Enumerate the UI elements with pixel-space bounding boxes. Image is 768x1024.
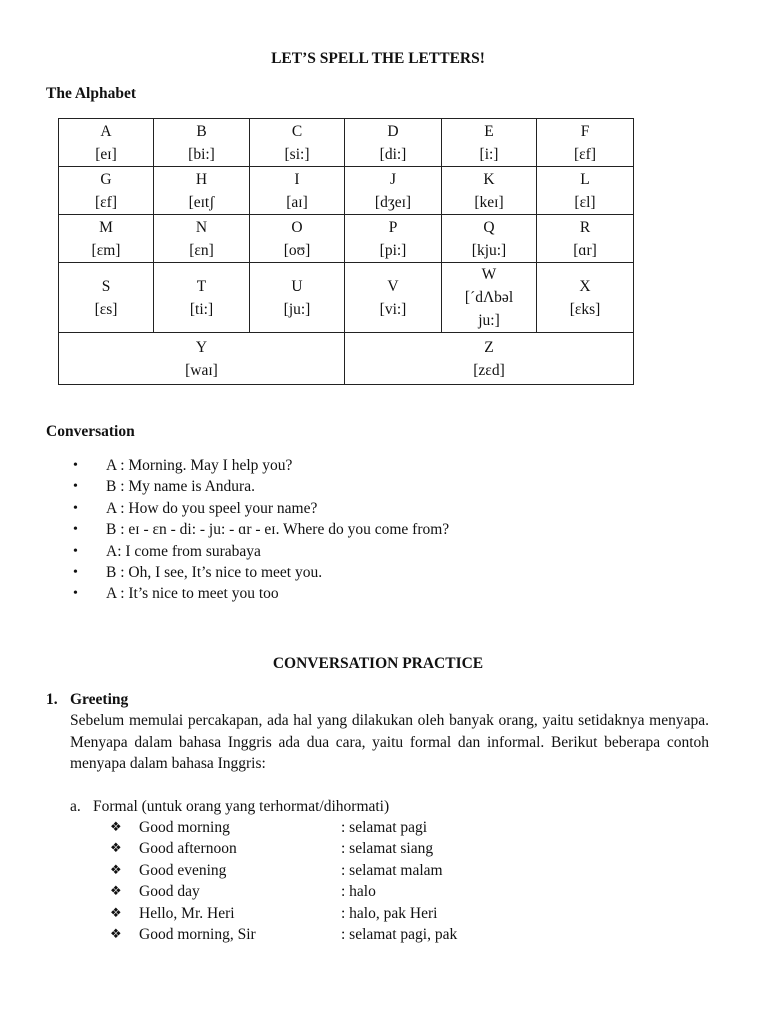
alphabet-cell	[154, 263, 250, 333]
alphabet-row	[59, 167, 634, 215]
alphabet-cell	[442, 119, 537, 167]
letter: J	[389, 170, 397, 188]
dialogue-line: A: I come from surabaya	[106, 542, 261, 560]
alphabet-cell	[154, 119, 250, 167]
diamond-bullet-icon: ❖	[110, 862, 122, 878]
greeting-indonesian: : selamat pagi	[341, 819, 428, 836]
letter: T	[196, 277, 207, 295]
greeting-english: Good morning	[139, 819, 230, 836]
subsection-label: a.	[70, 798, 81, 815]
letter: Q	[483, 218, 495, 236]
list-item	[0, 498, 449, 519]
dialogue-line: A : How do you speel your name?	[106, 499, 318, 517]
bullet: •	[73, 522, 78, 538]
dialogue-line: A : It’s nice to meet you too	[106, 585, 279, 603]
letter: A	[100, 122, 112, 140]
pronunciation: [ju:]	[283, 300, 311, 318]
letter: H	[195, 170, 208, 188]
pronunciation-continued: ju:]	[478, 312, 500, 329]
greeting-english: Good afternoon	[139, 840, 237, 858]
letter: C	[291, 122, 303, 140]
subsection-title: Formal (untuk orang yang terhormat/dihormati)	[93, 798, 390, 815]
letter: W	[481, 266, 497, 283]
pronunciation: [ɑr]	[573, 241, 597, 259]
alphabet-cell	[442, 263, 537, 333]
list-item	[0, 583, 449, 604]
pronunciation: [oʊ]	[283, 241, 311, 259]
diamond-bullet-icon: ❖	[110, 820, 122, 835]
pronunciation: [eɪtʃ	[188, 193, 215, 211]
alphabet-cell	[250, 215, 345, 263]
greeting-english: Good morning, Sir	[139, 925, 256, 943]
letter: G	[100, 170, 112, 188]
alphabet-cell	[154, 215, 250, 263]
alphabet-row	[59, 119, 634, 167]
alphabet-row	[59, 333, 634, 385]
pronunciation: [si:]	[284, 145, 310, 163]
greeting-indonesian: : selamat malam	[341, 861, 443, 879]
letter: U	[291, 277, 303, 295]
pronunciation: [ˊdΛbəl	[464, 289, 514, 306]
alphabet-cell	[442, 167, 537, 215]
diamond-bullet-icon: ❖	[110, 905, 122, 921]
dialogue-line: B : Oh, I see, It’s nice to meet you.	[106, 563, 323, 581]
pronunciation: [pi:]	[379, 241, 407, 259]
pronunciation: [ɛn]	[189, 241, 214, 259]
diamond-bullet-icon: ❖	[110, 926, 122, 942]
diamond-bullet-icon: ❖	[110, 884, 122, 900]
pronunciation: [ɛs]	[94, 300, 118, 318]
pronunciation: [vi:]	[379, 300, 407, 318]
greeting-indonesian: : halo	[341, 883, 376, 901]
alphabet-heading: The Alphabet	[46, 85, 137, 102]
alphabet-cell	[537, 263, 634, 333]
letter: X	[579, 277, 591, 295]
alphabet-cell	[345, 119, 442, 167]
dialogue-line: B : eɪ - ɛn - di: - ju: - ɑr - eɪ. Where do you come from?	[106, 521, 450, 539]
bullet: •	[73, 458, 78, 473]
letter: K	[483, 170, 495, 188]
letter: D	[387, 122, 399, 140]
alphabet-cell	[537, 167, 634, 215]
letter: Z	[484, 338, 494, 356]
greeting-english: Hello, Mr. Heri	[139, 904, 235, 922]
pronunciation: [ti:]	[189, 300, 214, 318]
pronunciation: [ɛf]	[574, 145, 596, 163]
alphabet-cell	[59, 119, 154, 167]
pronunciation: [keɪ]	[474, 193, 504, 211]
bullet: •	[73, 564, 78, 580]
alphabet-cell	[250, 119, 345, 167]
alphabet-cell	[345, 167, 442, 215]
bullet: •	[73, 500, 78, 516]
letter: P	[388, 218, 398, 236]
alphabet-cell	[59, 215, 154, 263]
pronunciation: [zɛd]	[473, 361, 505, 379]
alphabet-cell	[345, 215, 442, 263]
greeting-indonesian: : selamat pagi, pak	[341, 925, 458, 943]
alphabet-cell	[537, 119, 634, 167]
bullet: •	[73, 586, 78, 602]
letter: R	[579, 218, 591, 236]
letter: N	[195, 218, 208, 236]
list-item	[0, 455, 449, 476]
letter: V	[387, 277, 399, 295]
conversation-list	[0, 455, 449, 605]
letter: S	[101, 277, 111, 295]
bullet: •	[73, 479, 78, 495]
pronunciation: [waɪ]	[185, 361, 218, 379]
alphabet-cell	[537, 215, 634, 263]
pronunciation: [aɪ]	[286, 193, 308, 211]
pronunciation: [dʒeɪ]	[374, 193, 412, 211]
list-item	[0, 562, 449, 583]
letter: F	[580, 122, 590, 140]
letter: B	[196, 122, 207, 140]
alphabet-cell	[345, 263, 442, 333]
section-title: Greeting	[70, 691, 129, 708]
letter: O	[291, 218, 303, 236]
alphabet-cell	[59, 263, 154, 333]
alphabet-row	[59, 215, 634, 263]
alphabet-cell	[59, 167, 154, 215]
section-paragraph: Sebelum memulai percakapan, ada hal yang dilakukan oleh banyak orang, yaitu setidaknya menyapa. Menyapa dalam bahasa Inggris ada dua cara, yaitu formal dan informal. Berikut beberapa contoh menyapa dalam bahasa Inggris:	[70, 712, 709, 772]
list-item	[0, 541, 449, 562]
page-title: LET’S SPELL THE LETTERS!	[271, 50, 485, 67]
alphabet-cell	[442, 215, 537, 263]
bullet: •	[73, 543, 78, 559]
alphabet-table	[58, 118, 634, 385]
alphabet-cell	[250, 167, 345, 215]
letter: L	[580, 170, 590, 188]
pronunciation: [ɛks]	[569, 300, 601, 318]
greeting-english: Good evening	[139, 861, 227, 879]
alphabet-cell	[154, 167, 250, 215]
pronunciation: [i:]	[479, 145, 499, 163]
greeting-indonesian: : halo, pak Heri	[341, 904, 438, 922]
letter: E	[484, 122, 494, 140]
alphabet-cell	[250, 263, 345, 333]
greeting-english: Good day	[139, 883, 200, 901]
pronunciation: [kju:]	[471, 241, 507, 259]
pronunciation: [bi:]	[188, 145, 215, 163]
dialogue-line: B : My name is Andura.	[106, 478, 255, 496]
greeting-indonesian: : selamat siang	[341, 840, 434, 858]
list-item	[0, 519, 449, 540]
pronunciation: [ɛl]	[574, 193, 596, 211]
conversation-heading: Conversation	[46, 423, 135, 440]
list-item	[0, 476, 449, 497]
alphabet-cell	[345, 333, 634, 385]
pronunciation: [ɛm]	[91, 241, 121, 259]
letter: M	[99, 218, 113, 236]
alphabet-row	[59, 263, 634, 333]
pronunciation: [di:]	[379, 145, 407, 163]
alphabet-cell	[59, 333, 345, 385]
letter: Y	[195, 338, 208, 356]
pronunciation: [eɪ]	[95, 145, 117, 163]
pronunciation: [ɛf]	[95, 193, 117, 211]
diamond-bullet-icon: ❖	[110, 841, 122, 857]
section-number: 1.	[46, 691, 58, 708]
letter: I	[294, 170, 300, 188]
practice-heading: CONVERSATION PRACTICE	[272, 655, 484, 672]
dialogue-line: A : Morning. May I help you?	[106, 457, 293, 474]
